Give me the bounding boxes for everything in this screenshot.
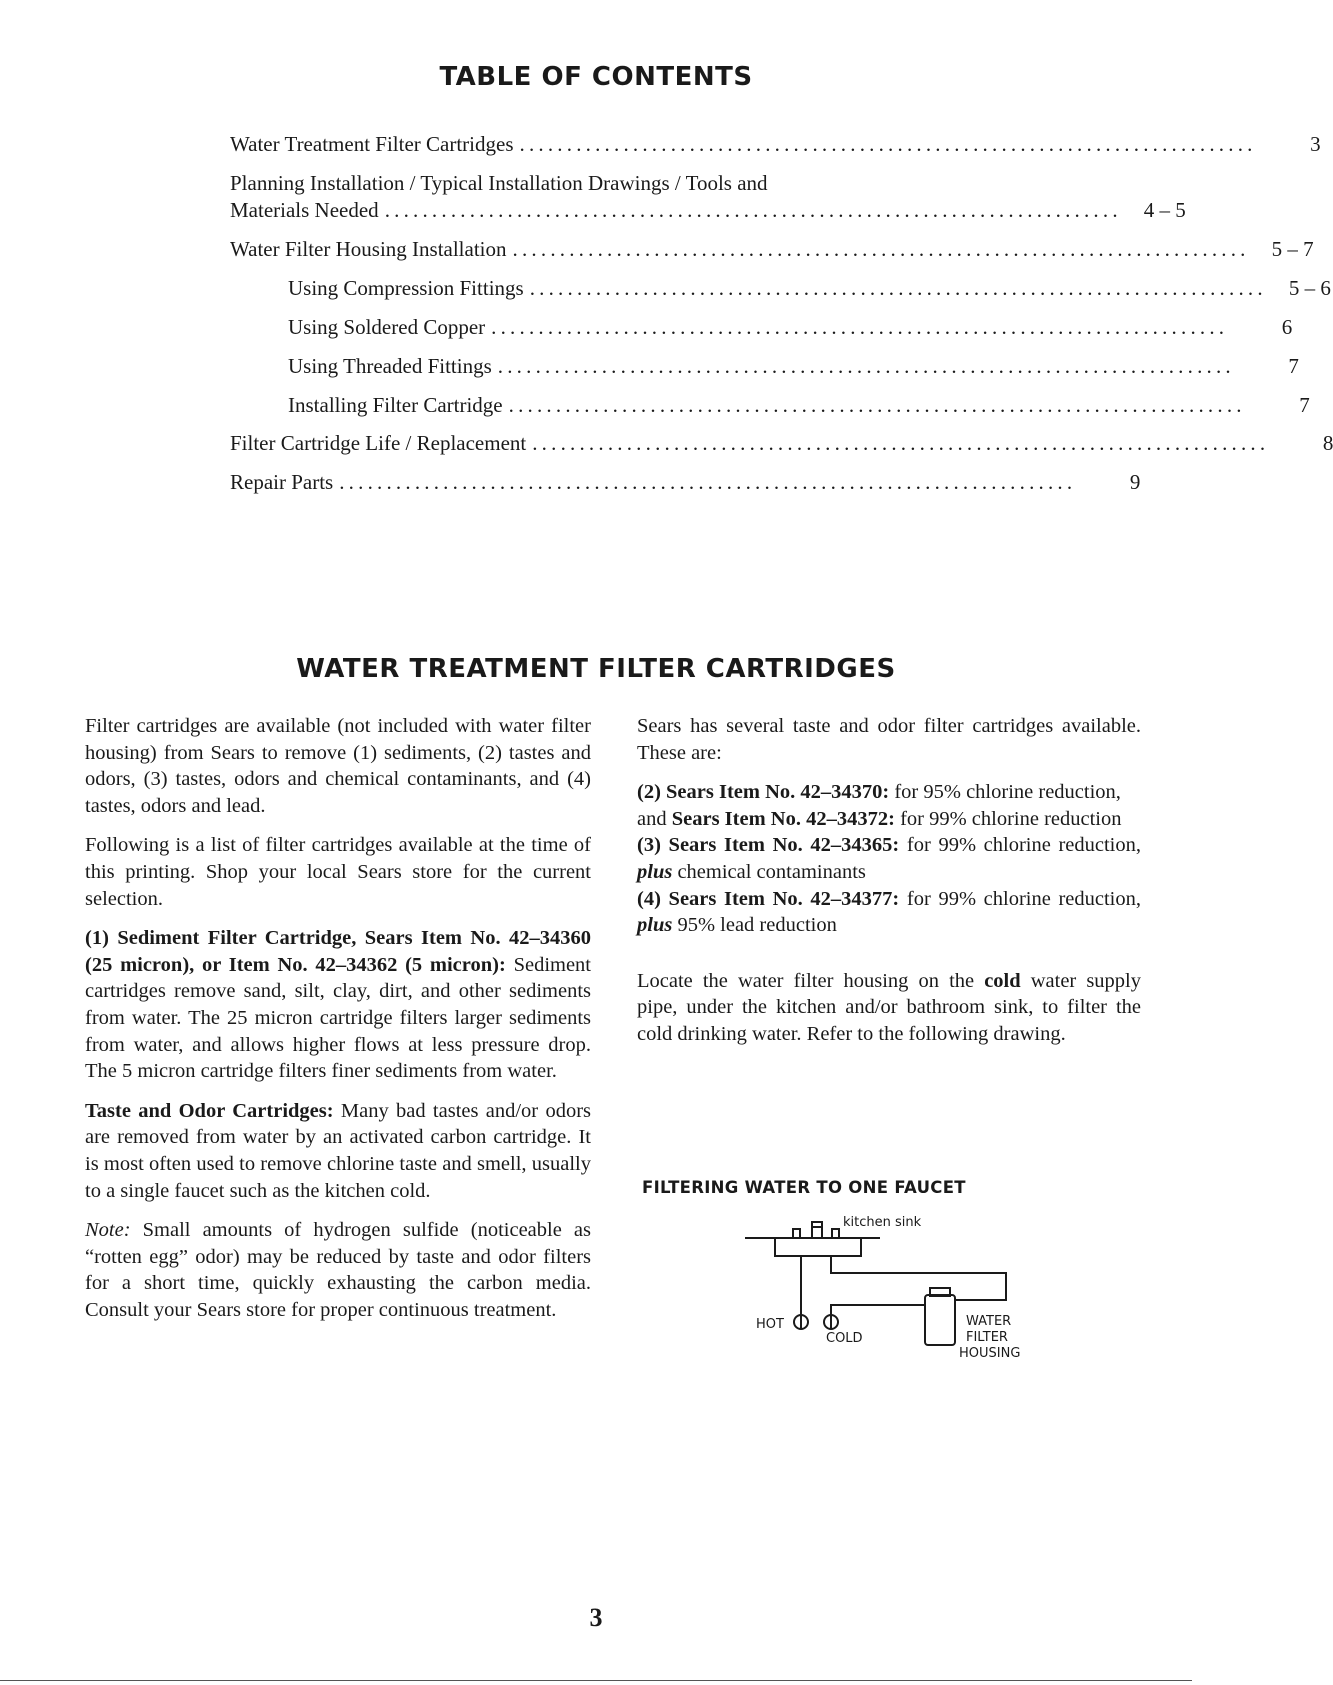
toc-entry-page: 6: [1281, 315, 1293, 339]
toc-leader-dots: ..............................................................................: [532, 431, 1270, 455]
toc-entry: [230, 237, 1314, 262]
sediment-heading: (1) Sediment Filter Cartridge, Sears Item No. 42–34360 (25 micron), or Item No. 42–34362 (5 micron):: [85, 927, 591, 976]
faucet-spout: [812, 1222, 822, 1238]
toc-leader-dots: ..............................................................................: [339, 470, 1077, 494]
cold-supply-pipe: [831, 1305, 925, 1318]
paragraph-text: Small amounts of hydrogen sulfide (noticeable as “rotten egg” odor) may be reduced by taste and odor filters for a short time, quickly exhausting the carbon media. Consult your Sears store for proper continuous treatment.: [85, 1219, 591, 1321]
item-number: (3) Sears Item No. 42–34365:: [637, 834, 900, 857]
toc-entry-page: 4 – 5: [1143, 198, 1186, 222]
paragraph: [637, 968, 1141, 1048]
toc-entry: [288, 276, 1331, 301]
toc-entry: [230, 470, 1141, 495]
page-number: 3: [589, 1603, 603, 1632]
toc-entry-label: Water Filter Housing Installation: [230, 237, 507, 261]
toc-entry-label: Using Threaded Fittings: [288, 354, 492, 378]
toc-entry: [230, 431, 1333, 456]
item-line: [637, 832, 1141, 885]
toc-entry-label: Installing Filter Cartridge: [288, 393, 503, 417]
item-number: Sears Item No. 42–34372:: [671, 807, 895, 830]
toc-leader-dots: ..............................................................................: [519, 132, 1257, 156]
toc-leader-dots: ..............................................................................: [529, 276, 1267, 300]
toc-entry-page: 3: [1310, 132, 1321, 156]
toc-entry: [230, 132, 1321, 157]
item-number: (4) Sears Item No. 42–34377:: [637, 887, 900, 910]
filtered-cold-pipe: [831, 1256, 1006, 1300]
toc-leader-dots: ..............................................................................: [491, 315, 1229, 339]
toc-entry-page: 9: [1129, 470, 1141, 494]
item-text: for 99% chlorine reduction,: [899, 834, 1141, 857]
toc-entry: [288, 315, 1293, 340]
item-line: [637, 779, 1141, 806]
paragraph: Sears has several taste and odor filter cartridges available. These are:: [637, 715, 1141, 764]
filter-housing-body: [925, 1295, 955, 1345]
paragraph-text: water supply pipe, under the kitchen and/or bathroom sink, to filter the cold drinking water. Refer to the following drawing.: [637, 969, 1141, 1045]
item-text: for 95% chlorine reduction,: [889, 781, 1121, 804]
left-column: [85, 713, 591, 1336]
item-line: [637, 806, 1141, 833]
paragraph: Filter cartridges are available (not included with water filter housing) from Sears to remove (1) sediments, (2) tastes and odors, (3) tastes, odors and chemical contaminants, and (4) tastes, odors and lead.: [85, 715, 591, 817]
kitchen-sink-label: kitchen sink: [843, 1215, 922, 1230]
toc-entry-page: 8: [1322, 431, 1333, 455]
toc-title: TABLE OF CONTENTS: [439, 62, 753, 92]
plus-emphasis: plus: [637, 914, 673, 937]
paragraph: [85, 925, 591, 1085]
item-number: (2) Sears Item No. 42–34370:: [637, 781, 890, 804]
faucet-handle-left: [793, 1229, 800, 1238]
cold-valve-icon: [824, 1315, 838, 1329]
toc-entry-page: 5 – 7: [1271, 237, 1314, 261]
toc-entry: [288, 393, 1310, 418]
bottom-rule: [0, 1680, 1192, 1681]
toc-entry-label: Repair Parts: [230, 470, 334, 494]
cold-emphasis: cold: [984, 969, 1021, 992]
hot-label: HOT: [756, 1317, 784, 1332]
item-text: for 99% chlorine reduction,: [899, 887, 1141, 910]
section-title: WATER TREATMENT FILTER CARTRIDGES: [296, 654, 896, 684]
toc-leader-dots: ..............................................................................: [497, 354, 1235, 378]
item-text-end: 95% lead reduction: [672, 914, 837, 937]
paragraph: [85, 832, 591, 912]
toc-entry-label: Materials Needed: [230, 198, 379, 222]
paragraph-text: Following is a list of filter cartridges available at the time of this printing. Shop your local Sears store for the current selection.: [85, 834, 591, 910]
sink-basin: [775, 1238, 861, 1256]
item-line: [637, 886, 1141, 939]
faucet-handle-right: [832, 1229, 839, 1238]
note-label: Note:: [85, 1219, 131, 1242]
housing-label-line2: FILTER: [966, 1330, 1008, 1345]
paragraph-text: Locate the water filter housing on the: [637, 969, 985, 992]
paragraph-text: Sediment cartridges remove sand, silt, clay, dirt, and other sediments from water. The 25 micron cartridge filters larger sediments from water, and allows higher flows at less pressure drop. The 5 micron cartridge filters finer sediments from water.: [85, 953, 592, 1083]
housing-label-line1: WATER: [966, 1314, 1012, 1329]
hot-valve-icon: [794, 1315, 808, 1329]
toc-entry-label: Using Compression Fittings: [288, 276, 524, 300]
toc-entry: [230, 198, 1186, 223]
diagram-title: FILTERING WATER TO ONE FAUCET: [642, 1178, 966, 1197]
toc-entry-label: Filter Cartridge Life / Replacement: [230, 431, 527, 455]
item-text: for 99% chlorine reduction: [894, 807, 1122, 830]
paragraph: [85, 1098, 591, 1204]
item-text-end: chemical contaminants: [672, 860, 866, 883]
toc-entry: [288, 354, 1299, 379]
filter-housing-cap: [930, 1288, 950, 1296]
plus-emphasis: plus: [637, 860, 673, 883]
housing-label-line3: HOUSING: [959, 1346, 1021, 1361]
toc-leader-dots: ..............................................................................: [508, 393, 1246, 417]
cold-label: COLD: [826, 1331, 863, 1346]
right-column: [637, 713, 1141, 1061]
paragraph-text: Many bad tastes and/or odors are removed from water by an activated carbon cartridge. It is most often used to remove chlorine taste and smell, usually to a single faucet such as the kitchen cold.: [85, 1099, 591, 1202]
toc-entry-label-line1: Planning Installation / Typical Installation Drawings / Tools and: [230, 171, 768, 195]
toc-entry-page: 5 – 6: [1288, 276, 1331, 300]
toc-leader-dots: ..............................................................................: [384, 198, 1122, 222]
item-prefix: and: [637, 807, 672, 830]
toc-entry-page: 7: [1299, 393, 1310, 417]
toc-entry-page: 7: [1288, 354, 1299, 378]
taste-odor-heading: Taste and Odor Cartridges:: [85, 1099, 334, 1122]
toc-entry-label: Using Soldered Copper: [288, 315, 486, 339]
note-paragraph: [85, 1217, 591, 1323]
toc-leader-dots: ..............................................................................: [512, 237, 1250, 261]
toc-entry-label: Water Treatment Filter Cartridges: [230, 132, 514, 156]
